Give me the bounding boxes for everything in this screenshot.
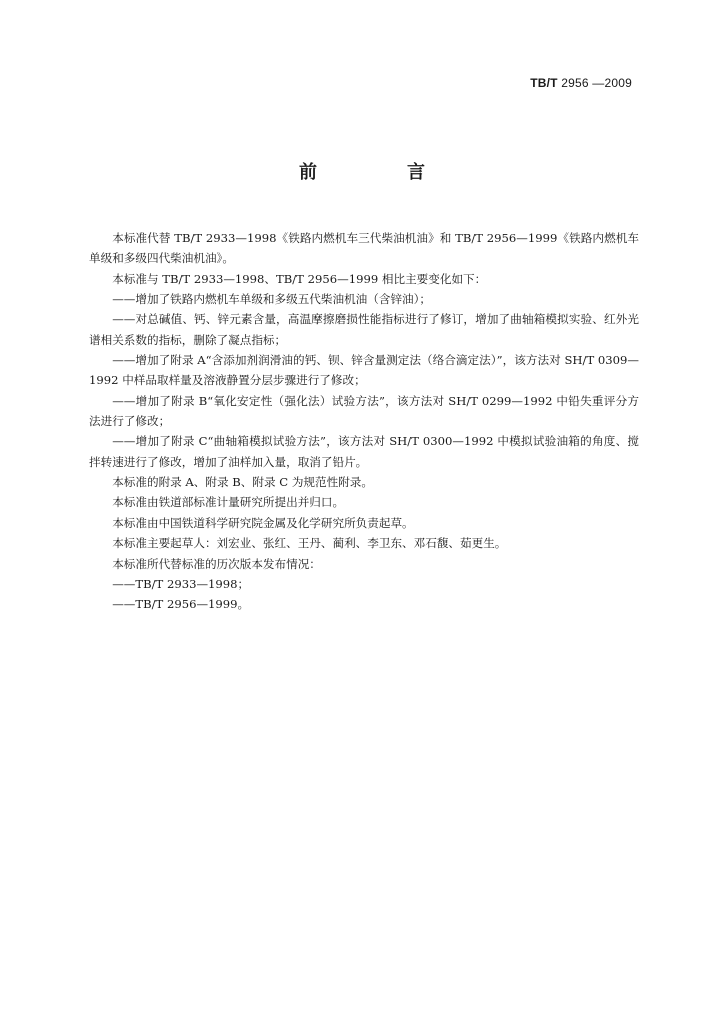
paragraph-changes-intro: 本标准与 TB/T 2933—1998、TB/T 2956—1999 相比主要变化如下： <box>112 271 487 286</box>
paragraph-drafters: 本标准主要起草人：刘宏业、张红、王丹、蔺利、李卫东、邓石馥、茹更生。 <box>112 536 507 551</box>
paragraph-history-intro: 本标准所代替标准的历次版本发布情况： <box>112 556 321 571</box>
page-title: 前 言 <box>299 162 461 183</box>
history-item: ——TB/T 2933—1998； <box>112 576 250 591</box>
standard-prefix: TB/T <box>530 76 558 90</box>
change-item: ——增加了附录 A“含添加剂润滑油的钙、钡、锌含量测定法（络合滴定法）”，该方法对 SH/T 0309—1992 中样品取样量及溶液静置分层步骤进行了修改； <box>89 353 639 388</box>
standard-number: 2956 —2009 <box>561 76 632 90</box>
paragraph-drafter-org: 本标准由中国铁道科学研究院金属及化学研究所负责起草。 <box>112 515 414 530</box>
change-item: ——增加了铁路内燃机车单级和多级五代柴油机油（含锌油）； <box>112 292 432 307</box>
history-item: ——TB/T 2956—1999。 <box>112 597 250 612</box>
paragraph-annexes: 本标准的附录 A、附录 B、附录 C 为规范性附录。 <box>112 475 373 490</box>
change-item: ——增加了附录 B“氧化安定性（强化法）试验方法”，该方法对 SH/T 0299—1992 中铅失重评分方法进行了修改； <box>89 393 639 429</box>
paragraph-proposer: 本标准由铁道部标准计量研究所提出并归口。 <box>112 495 345 510</box>
paragraph-replacement: 本标准代替 TB/T 2933—1998《铁路内燃机车三代柴油机油》和 TB/T 2956—1999《铁路内燃机车单级和多级四代柴油机油》。 <box>89 231 639 266</box>
change-item: ——增加了附录 C“曲轴箱模拟试验方法”，该方法对 SH/T 0300—1992 中模拟试验油箱的角度、搅拌转速进行了修改，增加了油样加入量，取消了铅片。 <box>89 434 639 469</box>
standard-code <box>530 76 632 90</box>
foreword-body <box>89 228 639 615</box>
change-item: ——对总碱值、钙、锌元素含量，高温摩擦磨损性能指标进行了修订，增加了曲轴箱模拟实验、红外光谱相关系数的指标，删除了凝点指标； <box>89 312 639 347</box>
